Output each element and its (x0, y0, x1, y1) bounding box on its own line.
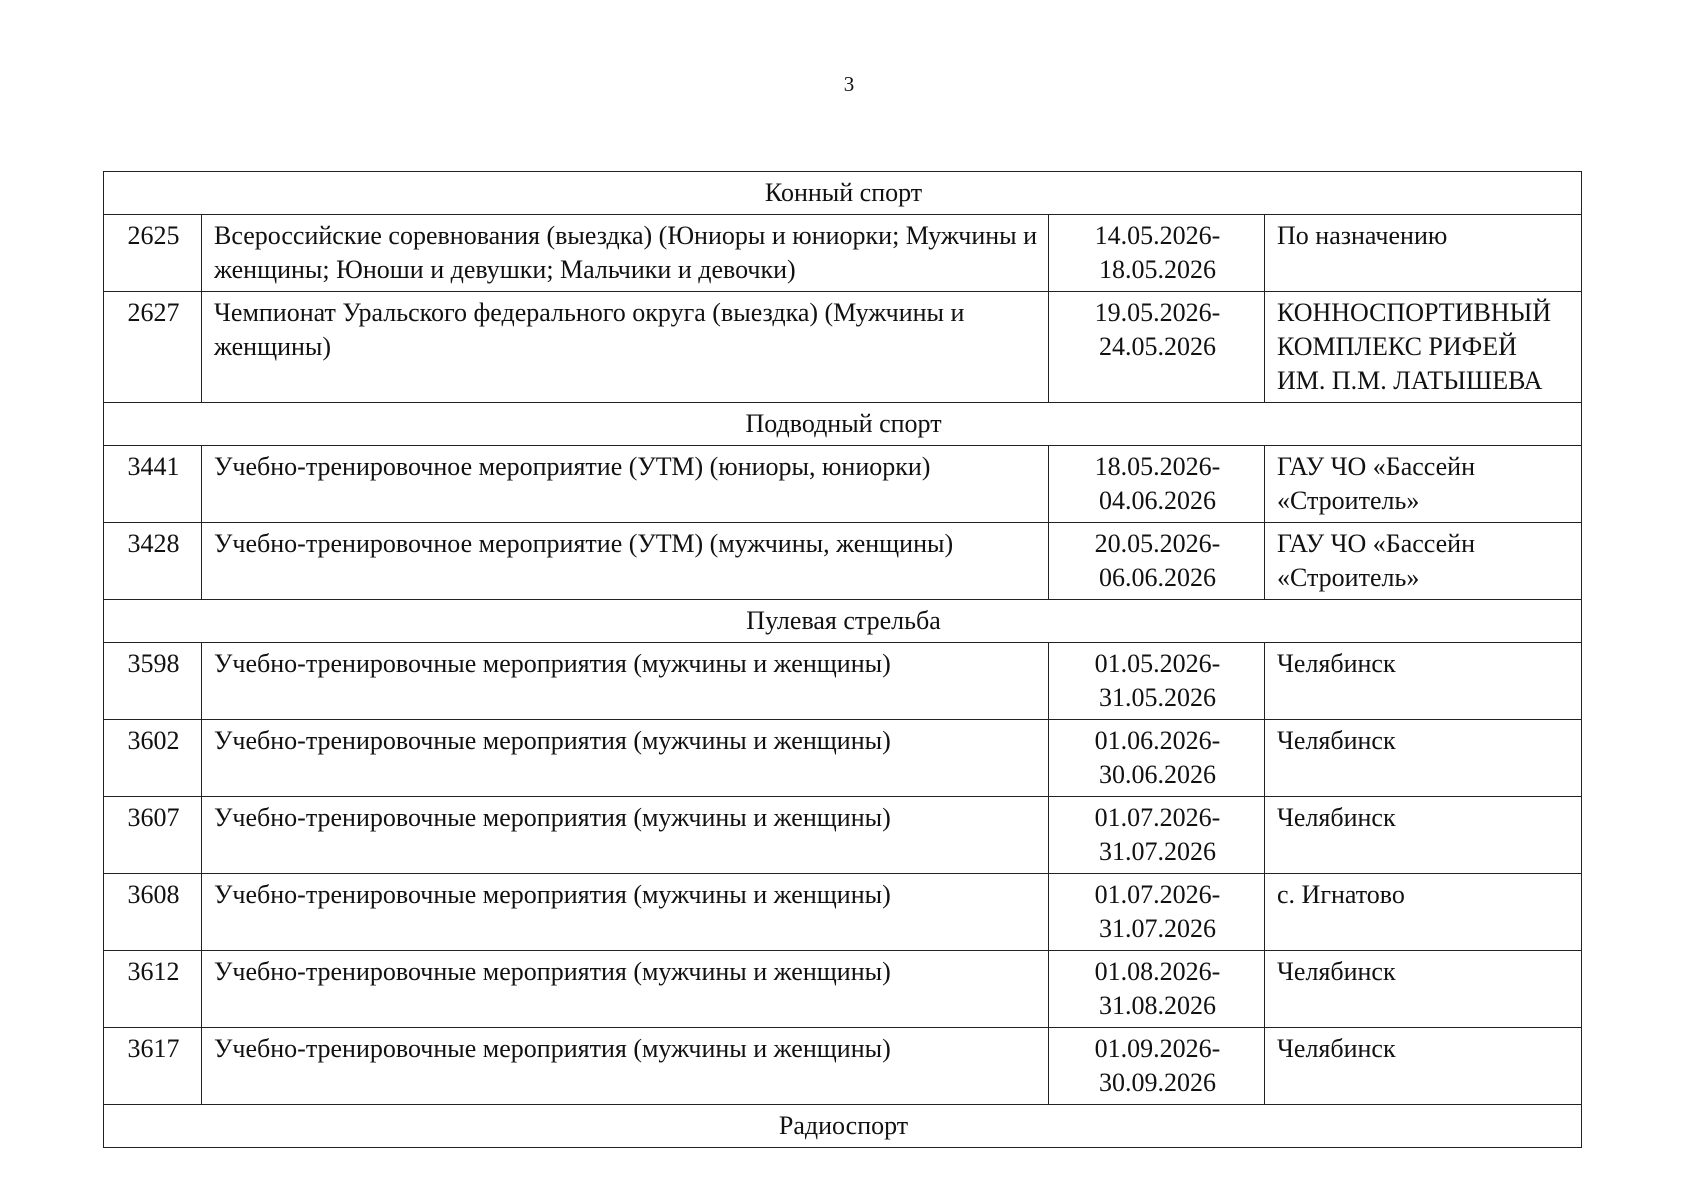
section-row (104, 1105, 1582, 1148)
event-dates (1049, 292, 1265, 403)
event-name: Учебно-тренировочные мероприятия (мужчины и женщины) (202, 951, 1049, 1028)
event-number: 3607 (104, 797, 202, 874)
event-dates (1049, 797, 1265, 874)
event-dates (1049, 951, 1265, 1028)
event-place: ГАУ ЧО «Бассейн «Строитель» (1265, 446, 1582, 523)
table-row (104, 720, 1582, 797)
event-name: Учебно-тренировочные мероприятия (мужчины и женщины) (202, 797, 1049, 874)
date-from: 01.09.2026- (1094, 1034, 1221, 1063)
section-row (104, 403, 1582, 446)
event-dates (1049, 643, 1265, 720)
event-name: Учебно-тренировочные мероприятия (мужчины и женщины) (202, 1028, 1049, 1105)
date-from: 14.05.2026- (1094, 221, 1221, 250)
event-name: Учебно-тренировочное мероприятие (УТМ) (мужчины, женщины) (202, 523, 1049, 600)
date-to: 31.05.2026 (1099, 683, 1216, 712)
date-to: 24.05.2026 (1099, 332, 1216, 361)
event-name: Учебно-тренировочное мероприятие (УТМ) (юниоры, юниорки) (202, 446, 1049, 523)
table-row (104, 643, 1582, 720)
section-row (104, 600, 1582, 643)
date-from: 01.06.2026- (1094, 726, 1221, 755)
section-title: Радиоспорт (104, 1105, 1582, 1148)
event-number: 3608 (104, 874, 202, 951)
event-number: 3617 (104, 1028, 202, 1105)
event-place: По назначению (1265, 215, 1582, 292)
date-to: 31.07.2026 (1099, 914, 1216, 943)
date-from: 01.05.2026- (1094, 649, 1221, 678)
event-name: Учебно-тренировочные мероприятия (мужчины и женщины) (202, 874, 1049, 951)
event-number: 3441 (104, 446, 202, 523)
event-name: Всероссийские соревнования (выездка) (Юниоры и юниорки; Мужчины и женщины; Юноши и девушки; Мальчики и девочки) (202, 215, 1049, 292)
event-dates (1049, 1028, 1265, 1105)
events-table (103, 171, 1582, 1148)
date-from: 19.05.2026- (1094, 298, 1221, 327)
event-dates (1049, 446, 1265, 523)
event-name: Чемпионат Уральского федерального округа (выездка) (Мужчины и женщины) (202, 292, 1049, 403)
date-to: 04.06.2026 (1099, 486, 1216, 515)
table-row (104, 797, 1582, 874)
event-place: с. Игнатово (1265, 874, 1582, 951)
page-number: 3 (843, 72, 855, 96)
event-dates (1049, 215, 1265, 292)
date-from: 01.07.2026- (1094, 803, 1221, 832)
section-row (104, 172, 1582, 215)
date-to: 31.07.2026 (1099, 837, 1216, 866)
event-dates (1049, 720, 1265, 797)
section-title: Подводный спорт (104, 403, 1582, 446)
event-dates (1049, 874, 1265, 951)
date-to: 06.06.2026 (1099, 563, 1216, 592)
table-row (104, 523, 1582, 600)
table-row (104, 1028, 1582, 1105)
event-name: Учебно-тренировочные мероприятия (мужчины и женщины) (202, 643, 1049, 720)
date-to: 30.06.2026 (1099, 760, 1216, 789)
date-to: 18.05.2026 (1099, 255, 1216, 284)
event-place: Челябинск (1265, 1028, 1582, 1105)
event-place: Челябинск (1265, 643, 1582, 720)
date-from: 01.07.2026- (1094, 880, 1221, 909)
event-place: КОННОСПОРТИВНЫЙ КОМПЛЕКС РИФЕЙ ИМ. П.М. ЛАТЫШЕВА (1265, 292, 1582, 403)
event-number: 2627 (104, 292, 202, 403)
event-number: 2625 (104, 215, 202, 292)
section-title: Конный спорт (104, 172, 1582, 215)
section-title: Пулевая стрельба (104, 600, 1582, 643)
event-place: Челябинск (1265, 951, 1582, 1028)
event-number: 3602 (104, 720, 202, 797)
event-number: 3598 (104, 643, 202, 720)
event-number: 3612 (104, 951, 202, 1028)
event-number: 3428 (104, 523, 202, 600)
event-place: Челябинск (1265, 720, 1582, 797)
table-row (104, 215, 1582, 292)
table-row (104, 292, 1582, 403)
date-from: 20.05.2026- (1094, 529, 1221, 558)
table-row (104, 874, 1582, 951)
table-row (104, 446, 1582, 523)
date-to: 31.08.2026 (1099, 991, 1216, 1020)
event-place: ГАУ ЧО «Бассейн «Строитель» (1265, 523, 1582, 600)
date-from: 18.05.2026- (1094, 452, 1221, 481)
date-to: 30.09.2026 (1099, 1068, 1216, 1097)
table-row (104, 951, 1582, 1028)
event-name: Учебно-тренировочные мероприятия (мужчины и женщины) (202, 720, 1049, 797)
event-place: Челябинск (1265, 797, 1582, 874)
event-dates (1049, 523, 1265, 600)
date-from: 01.08.2026- (1094, 957, 1221, 986)
